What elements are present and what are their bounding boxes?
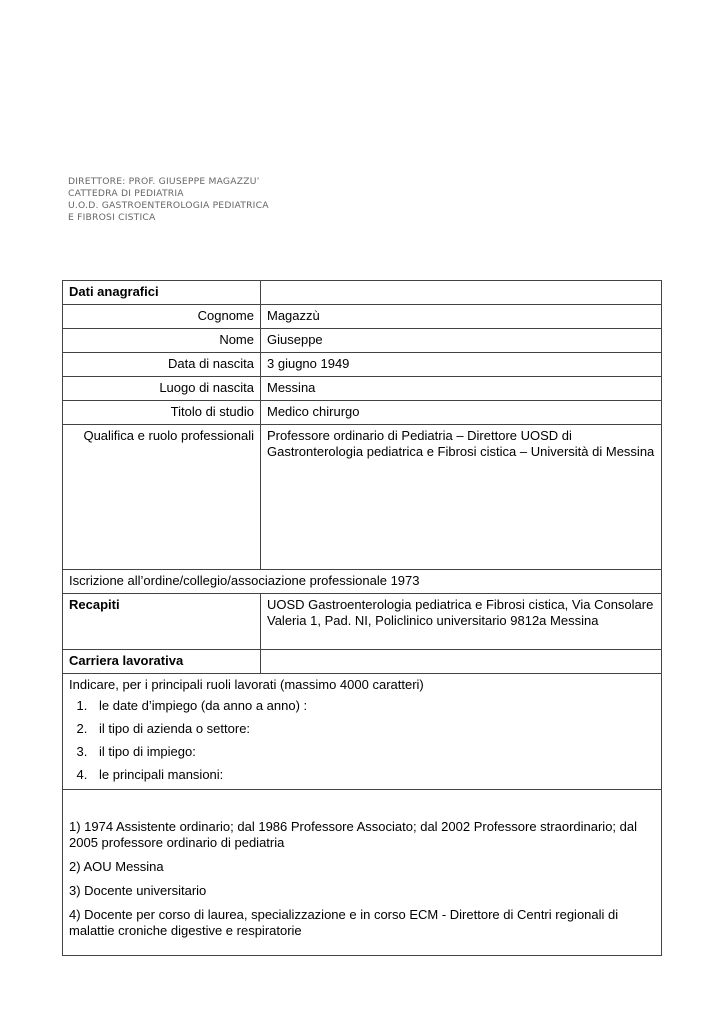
empty-cell (261, 281, 662, 305)
nome-label: Nome (63, 329, 261, 353)
luogo-nascita-value: Messina (261, 377, 662, 401)
row-nome (63, 329, 662, 353)
row-dati-anagrafici (63, 281, 662, 305)
header-line-unit: U.O.D. GASTROENTEROLOGIA PEDIATRICA (68, 200, 269, 211)
carriera-intro: Indicare, per i principali ruoli lavorati (massimo 4000 caratteri) (69, 677, 424, 692)
header-line-director: DIRETTORE: PROF. GIUSEPPE MAGAZZU’ (68, 176, 260, 187)
cognome-value: Magazzù (261, 305, 662, 329)
titolo-studio-value: Medico chirurgo (261, 401, 662, 425)
row-qualifica (63, 425, 662, 570)
answer-item: 3) Docente universitario (69, 883, 207, 898)
cognome-label: Cognome (63, 305, 261, 329)
cv-table (62, 280, 662, 956)
row-carriera-instructions (63, 674, 662, 790)
row-data-nascita (63, 353, 662, 377)
iscrizione-text: Iscrizione all’ordine/collegio/associazione professionale 1973 (63, 570, 662, 594)
row-titolo-studio (63, 401, 662, 425)
instruction-item: 2. il tipo di azienda o settore: (91, 721, 655, 737)
data-nascita-value: 3 giugno 1949 (261, 353, 662, 377)
row-carriera-answers (63, 790, 662, 956)
header-line-unit-cont: E FIBROSI CISTICA (68, 212, 156, 223)
row-luogo-nascita (63, 377, 662, 401)
answer-item: 2) AOU Messina (69, 859, 164, 874)
answer-item: 1) 1974 Assistente ordinario; dal 1986 Professore Associato; dal 2002 Professore straordinario; dal 2005 professore ordinario di pediatria (69, 819, 638, 850)
qualifica-label: Qualifica e ruolo professionali (63, 425, 261, 570)
row-cognome (63, 305, 662, 329)
carriera-title: Carriera lavorativa (63, 650, 261, 674)
titolo-studio-label: Titolo di studio (63, 401, 261, 425)
header-line-chair: CATTEDRA DI PEDIATRIA (68, 188, 184, 199)
empty-cell (261, 650, 662, 674)
instruction-item: 3. il tipo di impiego: (91, 744, 655, 760)
section-title-dati: Dati anagrafici (63, 281, 261, 305)
recapiti-value: UOSD Gastroenterologia pediatrica e Fibrosi cistica, Via Consolare Valeria 1, Pad. NI, Policlinico universitario 9812a Messina (261, 594, 662, 650)
carriera-instructions (63, 674, 662, 790)
row-iscrizione (63, 570, 662, 594)
recapiti-label: Recapiti (63, 594, 261, 650)
instruction-item: 4. le principali mansioni: (91, 767, 655, 783)
institution-header (68, 176, 269, 224)
instruction-item: 1. le date d’impiego (da anno a anno) : (91, 698, 655, 714)
nome-value: Giuseppe (261, 329, 662, 353)
data-nascita-label: Data di nascita (63, 353, 261, 377)
row-carriera-title (63, 650, 662, 674)
instruction-list (69, 698, 655, 783)
qualifica-value: Professore ordinario di Pediatria – Direttore UOSD di Gastronterologia pediatrica e Fibrosi cistica – Università di Messina (261, 425, 662, 570)
answer-item: 4) Docente per corso di laurea, specializzazione e in corso ECM - Direttore di Centri regionali di malattie croniche digestive e respiratorie (69, 907, 619, 938)
row-recapiti (63, 594, 662, 650)
luogo-nascita-label: Luogo di nascita (63, 377, 261, 401)
carriera-answers (63, 790, 662, 956)
